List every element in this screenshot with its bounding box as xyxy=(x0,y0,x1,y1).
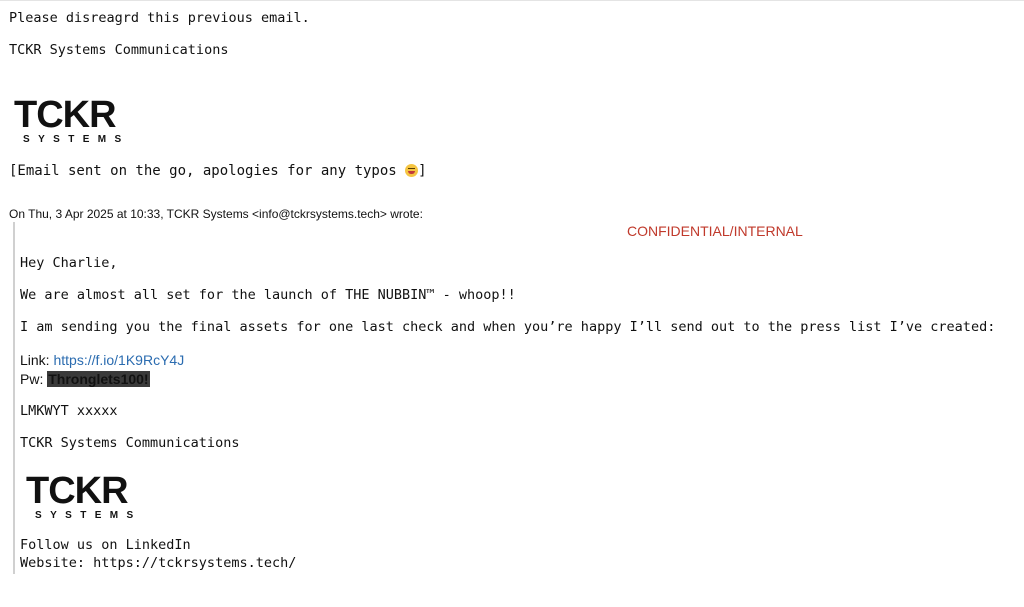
quoted-signoff: TCKR Systems Communications xyxy=(20,435,240,451)
quote-bar xyxy=(13,222,15,574)
tckr-logo xyxy=(14,94,130,146)
password-label: Pw: xyxy=(20,371,48,387)
greeting: Hey Charlie, xyxy=(20,255,118,271)
assets-line: I am sending you the final assets for one last check and when you’re happy I’ll send out to the press list I’ve created: xyxy=(20,319,996,335)
quoted-logo-subtitle: SYSTEMS xyxy=(35,510,142,521)
mobile-note xyxy=(9,163,427,179)
follow-linkedin: Follow us on LinkedIn xyxy=(20,537,191,553)
intro-line: Please disreagrd this previous email. xyxy=(9,10,310,26)
quoted-logo-wordmark: TCKR xyxy=(26,470,128,512)
asset-link[interactable]: https://f.io/1K9RcY4J xyxy=(53,352,185,368)
signoff-text: TCKR Systems Communications xyxy=(9,42,229,58)
mobile-note-text: [Email sent on the go, apologies for any typos xyxy=(9,163,406,179)
password-row xyxy=(20,371,150,388)
link-row xyxy=(20,352,184,368)
confidential-label: CONFIDENTIAL/INTERNAL xyxy=(627,223,803,239)
quoted-tckr-logo xyxy=(26,470,142,522)
top-divider xyxy=(0,0,1024,1)
logo-wordmark: TCKR xyxy=(14,94,116,136)
password-value[interactable]: Thronglets100! xyxy=(48,371,149,387)
closing-line: LMKWYT xxxxx xyxy=(20,403,118,419)
mobile-note-close: ] xyxy=(418,163,427,179)
quote-attribution: On Thu, 3 Apr 2025 at 10:33, TCKR Systems <info@tckrsystems.tech> wrote: xyxy=(9,207,423,221)
website-line: Website: https://tckrsystems.tech/ xyxy=(20,555,297,571)
launch-line: We are almost all set for the launch of THE NUBBIN™ - whoop!! xyxy=(20,287,516,303)
logo-subtitle: SYSTEMS xyxy=(23,134,130,145)
link-label: Link: xyxy=(20,352,54,368)
grinning-squinting-tongue-emoji-icon xyxy=(405,164,418,177)
